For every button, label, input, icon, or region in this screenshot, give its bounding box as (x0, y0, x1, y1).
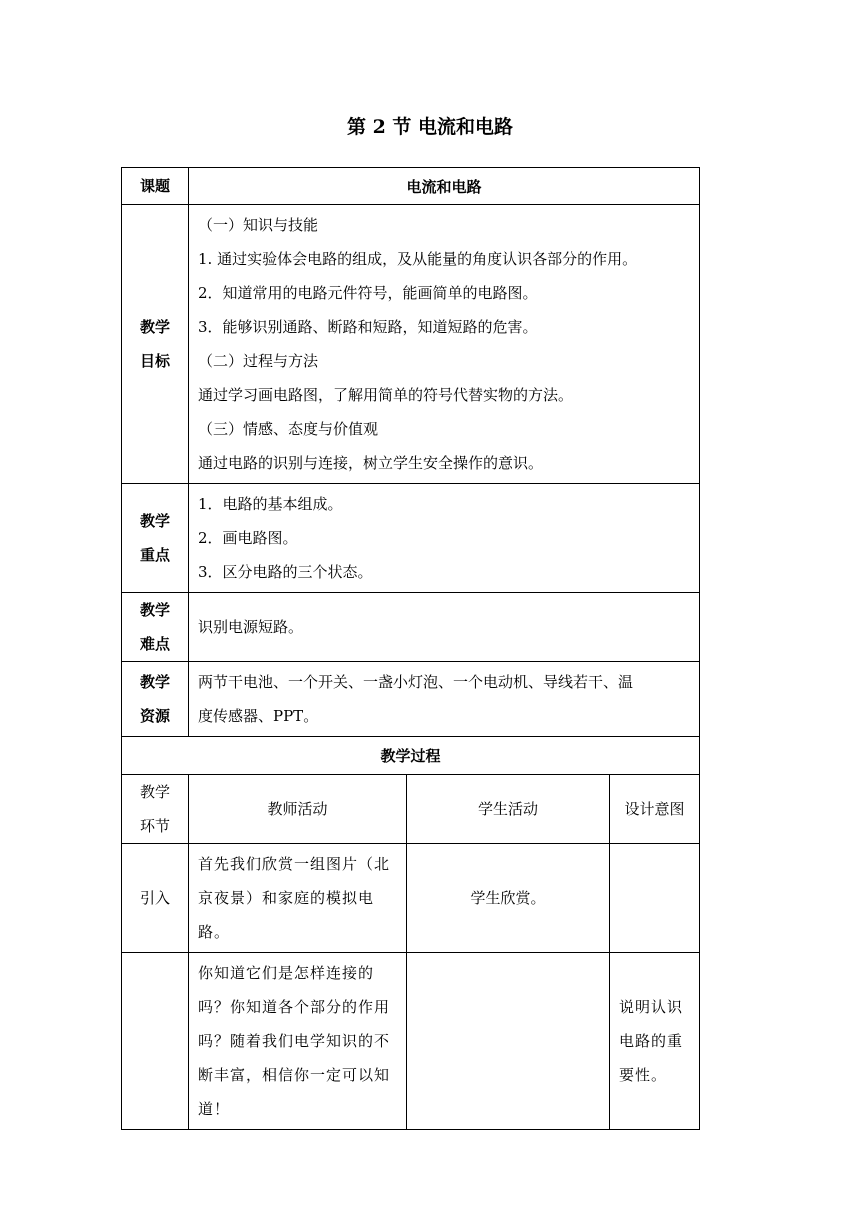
column-stage-line1: 教学 (139, 783, 170, 801)
key-point-line: 3．区分电路的三个状态。 (198, 563, 373, 581)
objectives-label (122, 205, 189, 484)
process-heading-row (122, 737, 700, 775)
objective-line: 1. 通过实验体会电路的组成，及从能量的角度认识各部分的作用。 (198, 250, 638, 268)
process-heading: 教学过程 (122, 737, 700, 775)
lesson-plan-table (121, 167, 700, 1130)
objectives-content (189, 205, 700, 484)
objectives-label-line1: 教学 (139, 318, 170, 336)
key-points-label-line2: 重点 (139, 546, 170, 564)
objective-line: （三）情感、态度与价值观 (198, 420, 379, 438)
resources-row (122, 662, 700, 737)
objective-line: （二）过程与方法 (198, 352, 319, 370)
key-points-label-line1: 教学 (139, 512, 170, 530)
teacher-activity: 首先我们欣赏一组图片（北京夜景）和家庭的模拟电路。 (189, 844, 407, 953)
objective-line: 通过电路的识别与连接，树立学生安全操作的意识。 (198, 454, 544, 472)
objectives-row (122, 205, 700, 484)
objectives-label-line2: 目标 (139, 352, 170, 370)
resource-line: 两节干电池、一个开关、一盏小灯泡、一个电动机、导线若干、温 (198, 673, 634, 691)
stage-cell (122, 953, 189, 1130)
design-intent: 说明认识电路的重要性。 (610, 953, 700, 1130)
column-student: 学生活动 (407, 775, 610, 844)
key-points-label (122, 484, 189, 593)
process-columns-row (122, 775, 700, 844)
column-intent: 设计意图 (610, 775, 700, 844)
objective-line: 通过学习画电路图，了解用简单的符号代替实物的方法。 (198, 386, 574, 404)
difficulty-label-line1: 教学 (139, 601, 170, 619)
topic-row (122, 168, 700, 205)
key-points-row (122, 484, 700, 593)
design-intent (610, 844, 700, 953)
column-stage-line2: 环节 (139, 817, 170, 835)
column-stage (122, 775, 189, 844)
topic-label: 课题 (122, 168, 189, 205)
resources-content (189, 662, 700, 737)
objective-line: 2．知道常用的电路元件符号，能画简单的电路图。 (198, 284, 538, 302)
difficulty-content: 识别电源短路。 (189, 593, 700, 662)
objective-line: （一）知识与技能 (198, 216, 319, 234)
difficulty-label (122, 593, 189, 662)
key-points-content (189, 484, 700, 593)
key-point-line: 1．电路的基本组成。 (198, 495, 343, 513)
process-row-intro (122, 844, 700, 953)
difficulty-row (122, 593, 700, 662)
stage-cell: 引入 (122, 844, 189, 953)
resources-label-line2: 资源 (139, 707, 170, 725)
column-teacher: 教师活动 (189, 775, 407, 844)
teacher-activity: 你知道它们是怎样连接的吗？你知道各个部分的作用吗？随着我们电学知识的不断丰富，相信你一定可以知道！ (189, 953, 407, 1130)
key-point-line: 2．画电路图。 (198, 529, 298, 547)
resources-label (122, 662, 189, 737)
difficulty-label-line2: 难点 (139, 635, 170, 653)
resource-line: 度传感器、PPT。 (198, 707, 319, 725)
resources-label-line1: 教学 (139, 673, 170, 691)
process-row-question (122, 953, 700, 1130)
student-activity: 学生欣赏。 (407, 844, 610, 953)
page-title: 第 2 节 电流和电路 (346, 116, 514, 138)
student-activity (407, 953, 610, 1130)
topic-value: 电流和电路 (189, 168, 700, 205)
objective-line: 3．能够识别通路、断路和短路，知道短路的危害。 (198, 318, 538, 336)
